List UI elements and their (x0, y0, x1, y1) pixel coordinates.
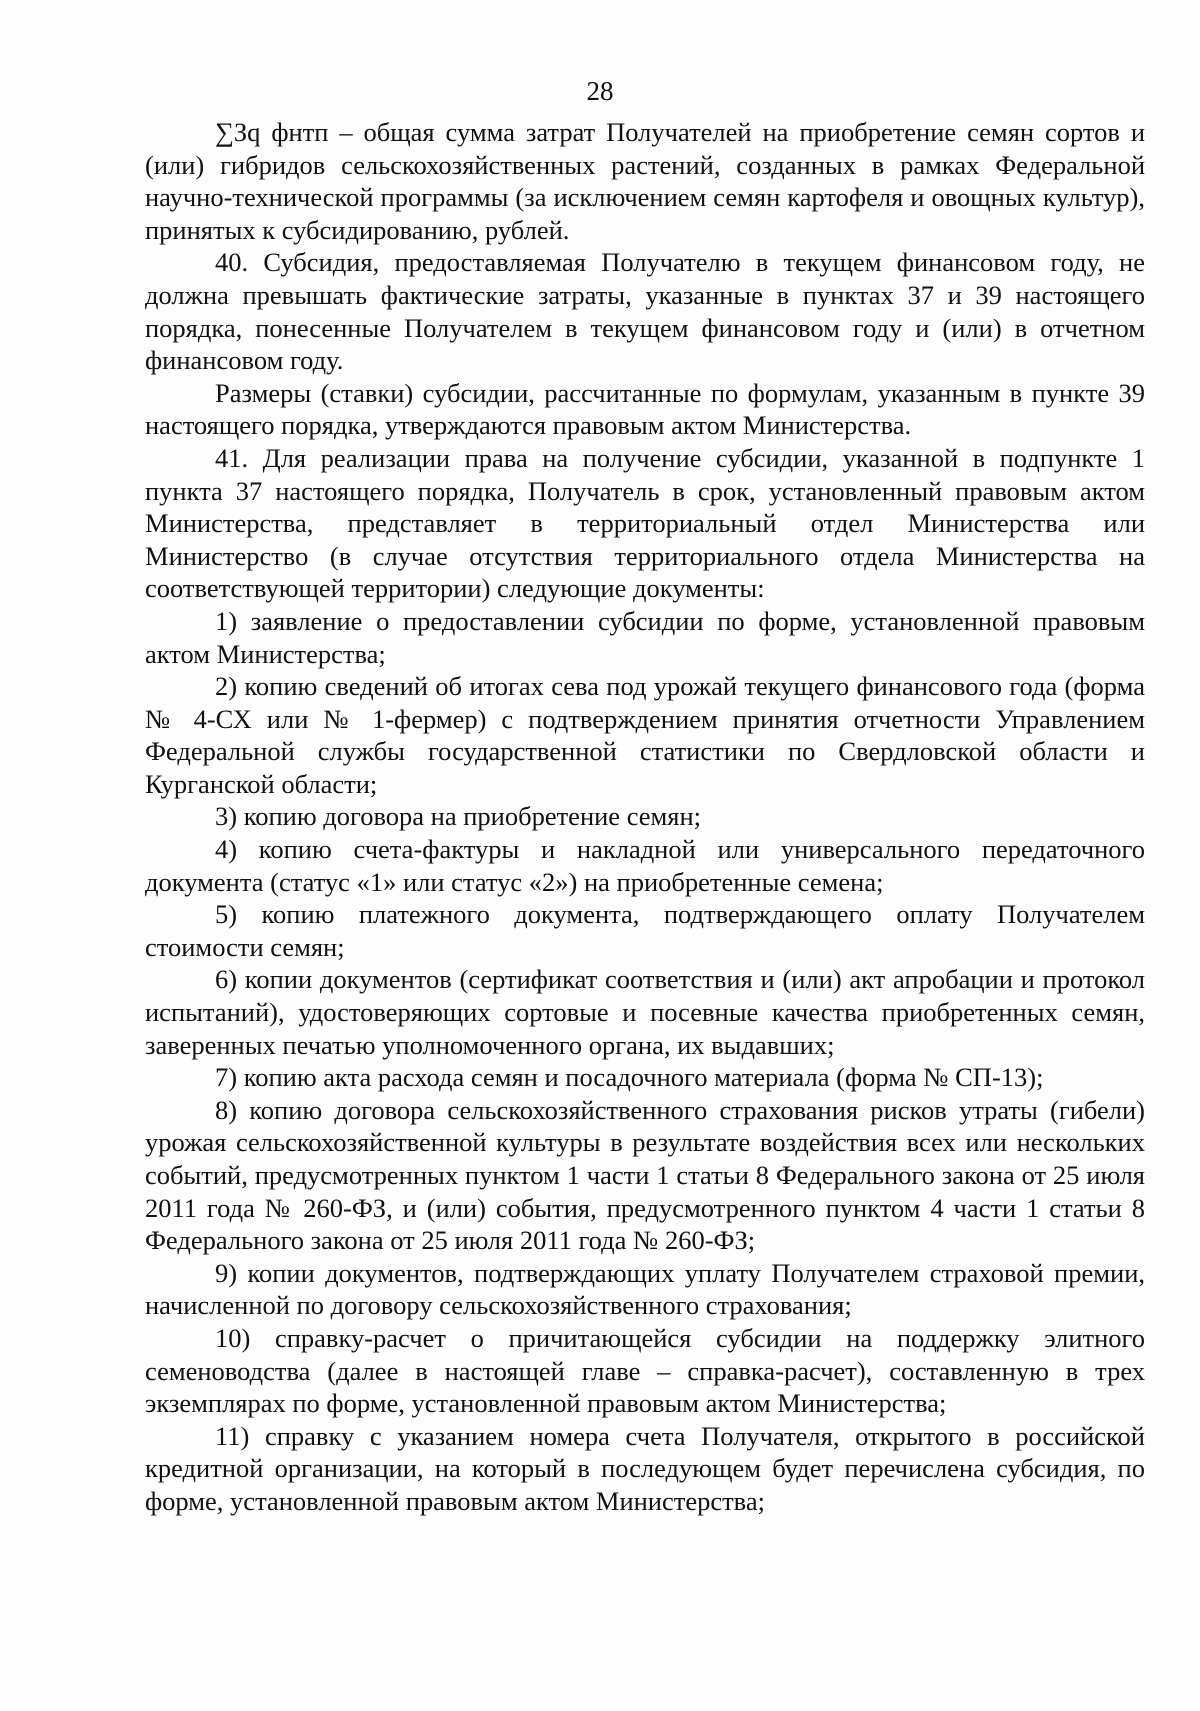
paragraph: Размеры (ставки) субсидии, рассчитанные по формулам, указанным в пункте 39 настоящего порядка, утверждаются правовым актом Министерства. (145, 377, 1145, 441)
list-item: 7) копию акта расхода семян и посадочного материала (форма № СП-13); (215, 1062, 1044, 1093)
paragraph: 41. Для реализации права на получение субсидии, указанной в подпункте 1 пункта 37 настоящего порядка, Получатель в срок, установленный правовым актом Министерства, представляет в территориальный отдел Министерства или Министерство (в случае отсутствия территориального отдела Министерства на соответствующей территории) следующие документы: (145, 442, 1145, 604)
list-item: 8) копию договора сельскохозяйственного страхования рисков утраты (гибели) урожая сельскохозяйственной культуры в результате воздействия всех или нескольких событий, предусмотренных пунктом 1 части 1 статьи 8 Федерального закона от 25 июля 2011 года № 260-ФЗ, и (или) события, предусмотренного пунктом 4 части 1 статьи 8 Федерального закона от 25 июля 2011 года № 260-ФЗ; (145, 1094, 1145, 1256)
list-item: 11) справку с указанием номера счета Получателя, открытого в российской кредитной организации, на который в последующем будет перечислена субсидия, по форме, установленной правовым актом Министерства; (145, 1420, 1145, 1516)
list-item: 1) заявление о предоставлении субсидии по форме, установленной правовым актом Министерства; (145, 605, 1145, 669)
list-item: 9) копии документов, подтверждающих уплату Получателем страховой премии, начисленной по договору сельскохозяйственного страхования; (145, 1257, 1145, 1321)
list-item: 10) справку-расчет о причитающейся субсидии на поддержку элитного семеноводства (далее в настоящей главе – справка-расчет), составленную в трех экземплярах по форме, установленной правовым актом Министерства; (145, 1322, 1145, 1419)
document-body (145, 116, 1145, 1518)
page-number: 28 (586, 76, 614, 106)
paragraph: ∑Зq фнтп – общая сумма затрат Получателей на приобретение семян сортов и (или) гибридов сельскохозяйственных растений, созданных в рамках Федеральной научно-технической программы (за исключением семян картофеля и овощных культур), принятых к субсидированию, рублей. (145, 117, 1145, 245)
list-item: 6) копии документов (сертификат соответствия и (или) акт апробации и протокол испытаний), удостоверяющих сортовые и посевные качества приобретенных семян, заверенных печатью уполномоченного органа, их выдавших; (145, 964, 1145, 1060)
paragraph: 40. Субсидия, предоставляемая Получателю в текущем финансовом году, не должна превышать фактические затраты, указанные в пунктах 37 и 39 настоящего порядка, понесенные Получателем в текущем финансовом году и (или) в отчетном финансовом году. (145, 247, 1145, 376)
list-item: 5) копию платежного документа, подтверждающего оплату Получателем стоимости семян; (145, 899, 1145, 962)
list-item: 3) копию договора на приобретение семян; (215, 801, 702, 832)
list-item: 4) копию счета-фактуры и накладной или универсального передаточного документа (статус «1» или статус «2») на приобретенные семена; (145, 834, 1145, 897)
list-item: 2) копию сведений об итогах сева под урожай текущего финансового года (форма № 4-СХ или № 1-фермер) с подтверждением принятия отчетности Управлением Федеральной службы государственной статистики по Свердловской области и Курганской области; (145, 671, 1145, 799)
